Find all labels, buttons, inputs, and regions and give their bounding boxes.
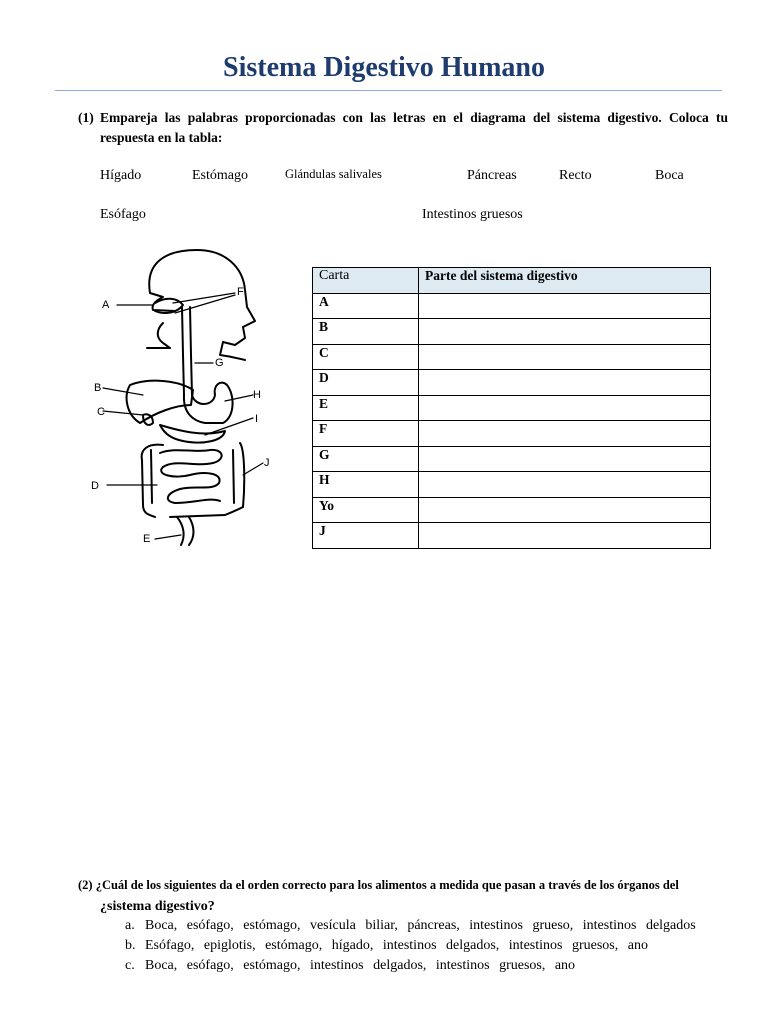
option-a[interactable]	[125, 918, 750, 934]
row-letter: Yo	[313, 497, 419, 523]
header-parte: Parte del sistema digestivo	[419, 268, 711, 294]
word-recto: Recto	[559, 168, 592, 183]
jaw-outline	[147, 323, 170, 348]
word-glandulas-salivales: Glándulas salivales	[285, 167, 382, 181]
diagram-label-h: H	[253, 389, 261, 401]
row-letter: G	[313, 446, 419, 472]
row-answer-cell[interactable]	[419, 344, 711, 370]
small-intestine	[160, 450, 222, 503]
option-a-label: a.	[125, 918, 135, 933]
table-row	[313, 446, 711, 472]
option-c[interactable]	[125, 958, 750, 974]
option-a-text: Boca, esófago, estómago, vesícula biliar, páncreas, intestinos grueso, intestinos delgados	[145, 918, 696, 933]
large-intestine	[142, 443, 245, 517]
row-answer-cell[interactable]	[419, 497, 711, 523]
nose-mouth	[150, 293, 175, 311]
word-higado: Hígado	[100, 168, 142, 183]
row-answer-cell[interactable]	[419, 319, 711, 345]
option-c-text: Boca, esófago, estómago, intestinos delgados, intestinos gruesos, ano	[145, 958, 576, 973]
pancreas	[160, 425, 225, 443]
word-pancreas: Páncreas	[467, 168, 517, 183]
table-row	[313, 344, 711, 370]
esophagus	[182, 307, 192, 395]
diagram-label-a: A	[102, 299, 110, 311]
header-carta: Carta	[313, 268, 419, 294]
row-answer-cell[interactable]	[419, 395, 711, 421]
row-letter: H	[313, 472, 419, 498]
title-underline	[55, 90, 722, 91]
table-row	[313, 497, 711, 523]
diagram-label-b: B	[94, 382, 102, 394]
diagram-label-d: D	[91, 480, 99, 492]
word-intestinos-gruesos: Intestinos gruesos	[422, 207, 523, 222]
row-answer-cell[interactable]	[419, 472, 711, 498]
row-letter: E	[313, 395, 419, 421]
option-b-text: Esófago, epiglotis, estómago, hígado, intestinos delgados, intestinos gruesos, ano	[145, 938, 648, 953]
row-letter: J	[313, 523, 419, 549]
question-1-text: Empareja las palabras proporcionadas con las letras en el diagrama del sistema digestivo. Coloca tu respuesta en la tabla:	[100, 110, 728, 145]
word-boca: Boca	[655, 168, 684, 183]
table-row	[313, 523, 711, 549]
row-answer-cell[interactable]	[419, 421, 711, 447]
diagram-label-i: I	[255, 413, 259, 425]
table-row	[313, 293, 711, 319]
question-1	[78, 108, 728, 148]
answer-table	[312, 267, 711, 549]
answer-table-header	[313, 268, 711, 294]
row-letter: D	[313, 370, 419, 396]
question-1-number: (1)	[78, 110, 94, 125]
diagram-label-c: C	[97, 406, 105, 418]
diagram-label-j: J	[264, 457, 270, 469]
option-b[interactable]	[125, 938, 750, 954]
row-letter: C	[313, 344, 419, 370]
table-row	[313, 370, 711, 396]
table-row	[313, 421, 711, 447]
diagram-label-g: G	[215, 357, 224, 369]
option-b-label: b.	[125, 938, 136, 953]
row-letter: F	[313, 421, 419, 447]
table-row	[313, 319, 711, 345]
table-row	[313, 395, 711, 421]
row-answer-cell[interactable]	[419, 370, 711, 396]
rectum	[177, 517, 194, 545]
question-2-line1: (2) ¿Cuál de los siguientes da el orden correcto para los alimentos a medida que pasan a través de los órganos del	[78, 878, 679, 892]
option-c-label: c.	[125, 958, 135, 973]
row-answer-cell[interactable]	[419, 446, 711, 472]
word-estomago: Estómago	[192, 168, 248, 183]
row-answer-cell[interactable]	[419, 523, 711, 549]
page-title: Sistema Digestivo Humano	[223, 52, 545, 83]
row-letter: B	[313, 319, 419, 345]
diagram-label-f: F	[237, 286, 244, 298]
question-2-line2: ¿sistema digestivo?	[100, 899, 215, 914]
digestive-system-diagram	[85, 245, 290, 560]
word-esofago: Esófago	[100, 207, 146, 222]
diagram-label-e: E	[143, 533, 151, 545]
row-answer-cell[interactable]	[419, 293, 711, 319]
gallbladder	[143, 414, 153, 425]
row-letter: A	[313, 293, 419, 319]
table-row	[313, 472, 711, 498]
